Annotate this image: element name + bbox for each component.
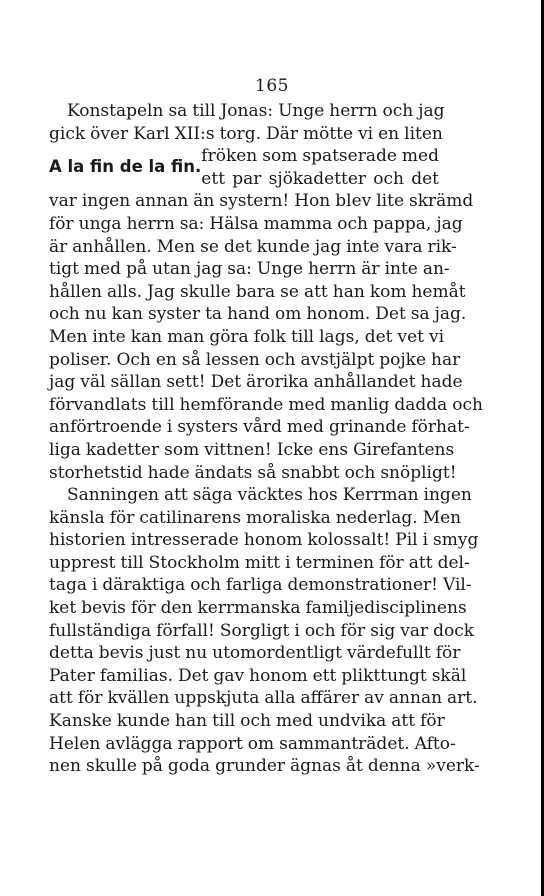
text-line: upprest till Stockholm mitt i terminen för att del- xyxy=(49,552,470,573)
sidenote-heading: A la fin de la fin. xyxy=(49,157,202,177)
text-line: var ingen annan än systern! Hon blev lite skrämd xyxy=(49,191,474,212)
text-line: nen skulle på goda grunder ägnas åt denna »verk- xyxy=(49,756,480,777)
body-text xyxy=(49,100,484,778)
paragraph-2 xyxy=(49,484,480,778)
text-line: tigt med på utan jag sa: Unge herrn är inte an- xyxy=(49,259,450,280)
text-line: taga i däraktiga och farliga demonstrationer! Vil- xyxy=(49,575,472,596)
text-line: förvandlats till hemförande med manlig dadda och xyxy=(49,394,484,415)
text-line: poliser. Och en så lessen och avstjälpt pojke har xyxy=(49,349,461,370)
text-line: att för kvällen uppskjuta alla affärer av annan art. xyxy=(49,688,478,709)
text-line: och nu kan syster ta hand om honom. Det sa jag. xyxy=(49,304,467,325)
text-line: Kanske kunde han till och med undvika att för xyxy=(49,711,445,732)
text-line: Helen avlägga rapport om sammanträdet. Afto- xyxy=(49,733,456,754)
text-line: anförtroende i systers vård med grinande förhat- xyxy=(49,417,470,438)
text-line: hållen alls. Jag skulle bara se att han kom hemåt xyxy=(49,281,466,302)
opening-lines xyxy=(49,100,445,145)
text-line: jag väl sällan sett! Det ärorika anhållandet hade xyxy=(49,372,463,393)
text-line: gick över Karl XII:s torg. Där mötte vi en liten xyxy=(49,123,443,144)
page-number: 165 xyxy=(255,76,289,96)
paragraph-1 xyxy=(49,190,484,484)
text-line: detta bevis just nu utomordentligt värdefullt för xyxy=(49,643,461,664)
text-line: historien intresserade honom kolossalt! Pil i smyg xyxy=(49,530,479,551)
text-line: liga kadetter som vittnen! Icke ens Girefantens xyxy=(49,439,455,460)
text-line: Men inte kan man göra folk till lags, det vet vi xyxy=(49,326,445,347)
text-line: fröken som spatserade med xyxy=(201,146,439,167)
text-line: Sanningen att säga väcktes hos Kerrman ingen xyxy=(67,485,472,506)
text-line: känsla för catilinarens moraliska nederlag. Men xyxy=(49,507,462,528)
text-line: ett par sjökadetter och det xyxy=(201,168,439,189)
text-line: Konstapeln sa till Jonas: Unge herrn och jag xyxy=(67,101,445,121)
text-line: är anhållen. Men se det kunde jag inte vara rik- xyxy=(49,236,457,257)
text-line: storhetstid hade ändats så snabbt och snöpligt! xyxy=(49,462,457,483)
sidenote-lines xyxy=(201,145,439,190)
text-line: Pater familias. Det gav honom ett plikttungt skäl xyxy=(49,665,467,686)
text-line: för unga herrn sa: Hälsa mamma och pappa, jag xyxy=(49,213,463,234)
text-line: fullständiga förfall! Sorgligt i och för sig var dock xyxy=(49,620,475,641)
sidenote-row xyxy=(49,145,439,190)
text-line: ket bevis för den kerrmanska familjedisciplinens xyxy=(49,598,467,619)
